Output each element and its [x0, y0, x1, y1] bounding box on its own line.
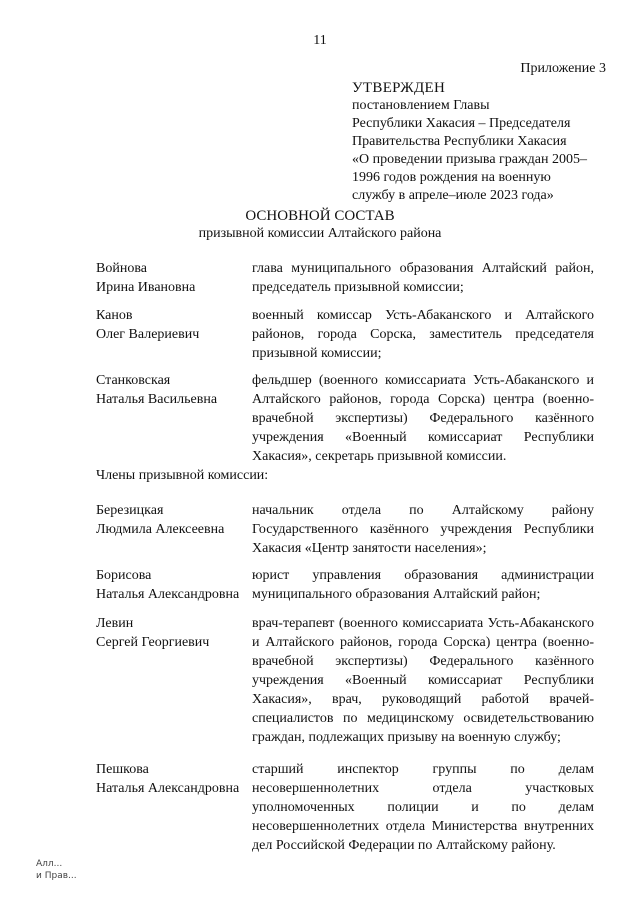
document-title: ОСНОВНОЙ СОСТАВ: [245, 208, 395, 224]
member-surname: Пешкова: [96, 762, 149, 777]
member-role: врач-терапевт (военного комиссариата Усть-Абаканского и Алтайского районов, города Сорска) центра (военно-врачебной экспертизы) Федерального казённого учреждения «Военный комиссариат Республики Хакасия», врач, руководящий работой врачей-специалистов по медицинскому освидетельствованию граждан, подлежащих призыву на военную службу;: [252, 616, 594, 745]
member-name: [96, 259, 246, 297]
approval-heading: УТВЕРЖДЕН: [352, 80, 446, 96]
approval-line: 1996 годов рождения на военную: [352, 170, 551, 185]
approval-line: службу в апреле–июле 2023 года»: [352, 188, 554, 203]
member-role: военный комиссар Усть-Абаканского и Алтайского районов, города Сорска, заместитель председателя призывной комиссии;: [252, 308, 594, 361]
member-role: старший инспектор группы по делам несовершеннолетних отдела участковых уполномоченных полиции и по делам несовершеннолетних отдела Министерства внутренних дел Российской Федерации по Алтайскому району.: [252, 762, 594, 853]
member-surname: Левин: [96, 616, 134, 631]
member-surname: Станковская: [96, 373, 171, 388]
member-name: [96, 760, 246, 798]
member-name: [96, 501, 246, 539]
approval-line: «О проведении призыва граждан 2005–: [352, 152, 587, 167]
member-given-names: Наталья Васильевна: [96, 392, 218, 407]
member-name: [96, 371, 246, 409]
member-role: глава муниципального образования Алтайский район, председатель призывной комиссии;: [252, 261, 594, 295]
member-given-names: Сергей Георгиевич: [96, 635, 210, 650]
member-surname: Канов: [96, 308, 133, 323]
member-given-names: Олег Валериевич: [96, 327, 200, 342]
margin-scrap: [36, 858, 77, 882]
approval-line: Правительства Республики Хакасия: [352, 134, 567, 149]
document-subtitle: призывной комиссии Алтайского района: [198, 226, 442, 241]
member-name: [96, 614, 246, 652]
member-surname: Войнова: [96, 261, 147, 276]
approval-line: Республики Хакасия – Председателя: [352, 116, 571, 131]
member-surname: Березицкая: [96, 503, 164, 518]
member-name: [96, 306, 246, 344]
member-surname: Борисова: [96, 568, 152, 583]
margin-scrap-line: Алл...: [36, 859, 63, 869]
member-given-names: Наталья Александровна: [96, 781, 240, 796]
members-heading: Члены призывной комиссии:: [96, 468, 269, 483]
member-given-names: Людмила Алексеевна: [96, 522, 225, 537]
member-role: фельдшер (военного комиссариата Усть-Абаканского и Алтайского районов, города Сорска) центра (военно-врачебной экспертизы) Федерального казённого учреждения «Военный комиссариат Республики Хакасия», секретарь призывной комиссии.: [252, 373, 594, 464]
member-name: [96, 566, 246, 604]
member-role: начальник отдела по Алтайскому району Государственного казённого учреждения Республики Хакасия «Центр занятости населения»;: [252, 503, 594, 556]
member-given-names: Ирина Ивановна: [96, 280, 196, 295]
annex-label: Приложение 3: [520, 61, 606, 76]
page-number: 11: [313, 33, 327, 48]
approval-line: постановлением Главы: [352, 98, 490, 113]
margin-scrap-line: и Прав...: [36, 871, 77, 881]
member-given-names: Наталья Александровна: [96, 587, 240, 602]
approval-block: [352, 79, 612, 205]
document-title-block: [0, 207, 640, 243]
member-role: юрист управления образования администрации муниципального образования Алтайский район;: [252, 568, 594, 602]
